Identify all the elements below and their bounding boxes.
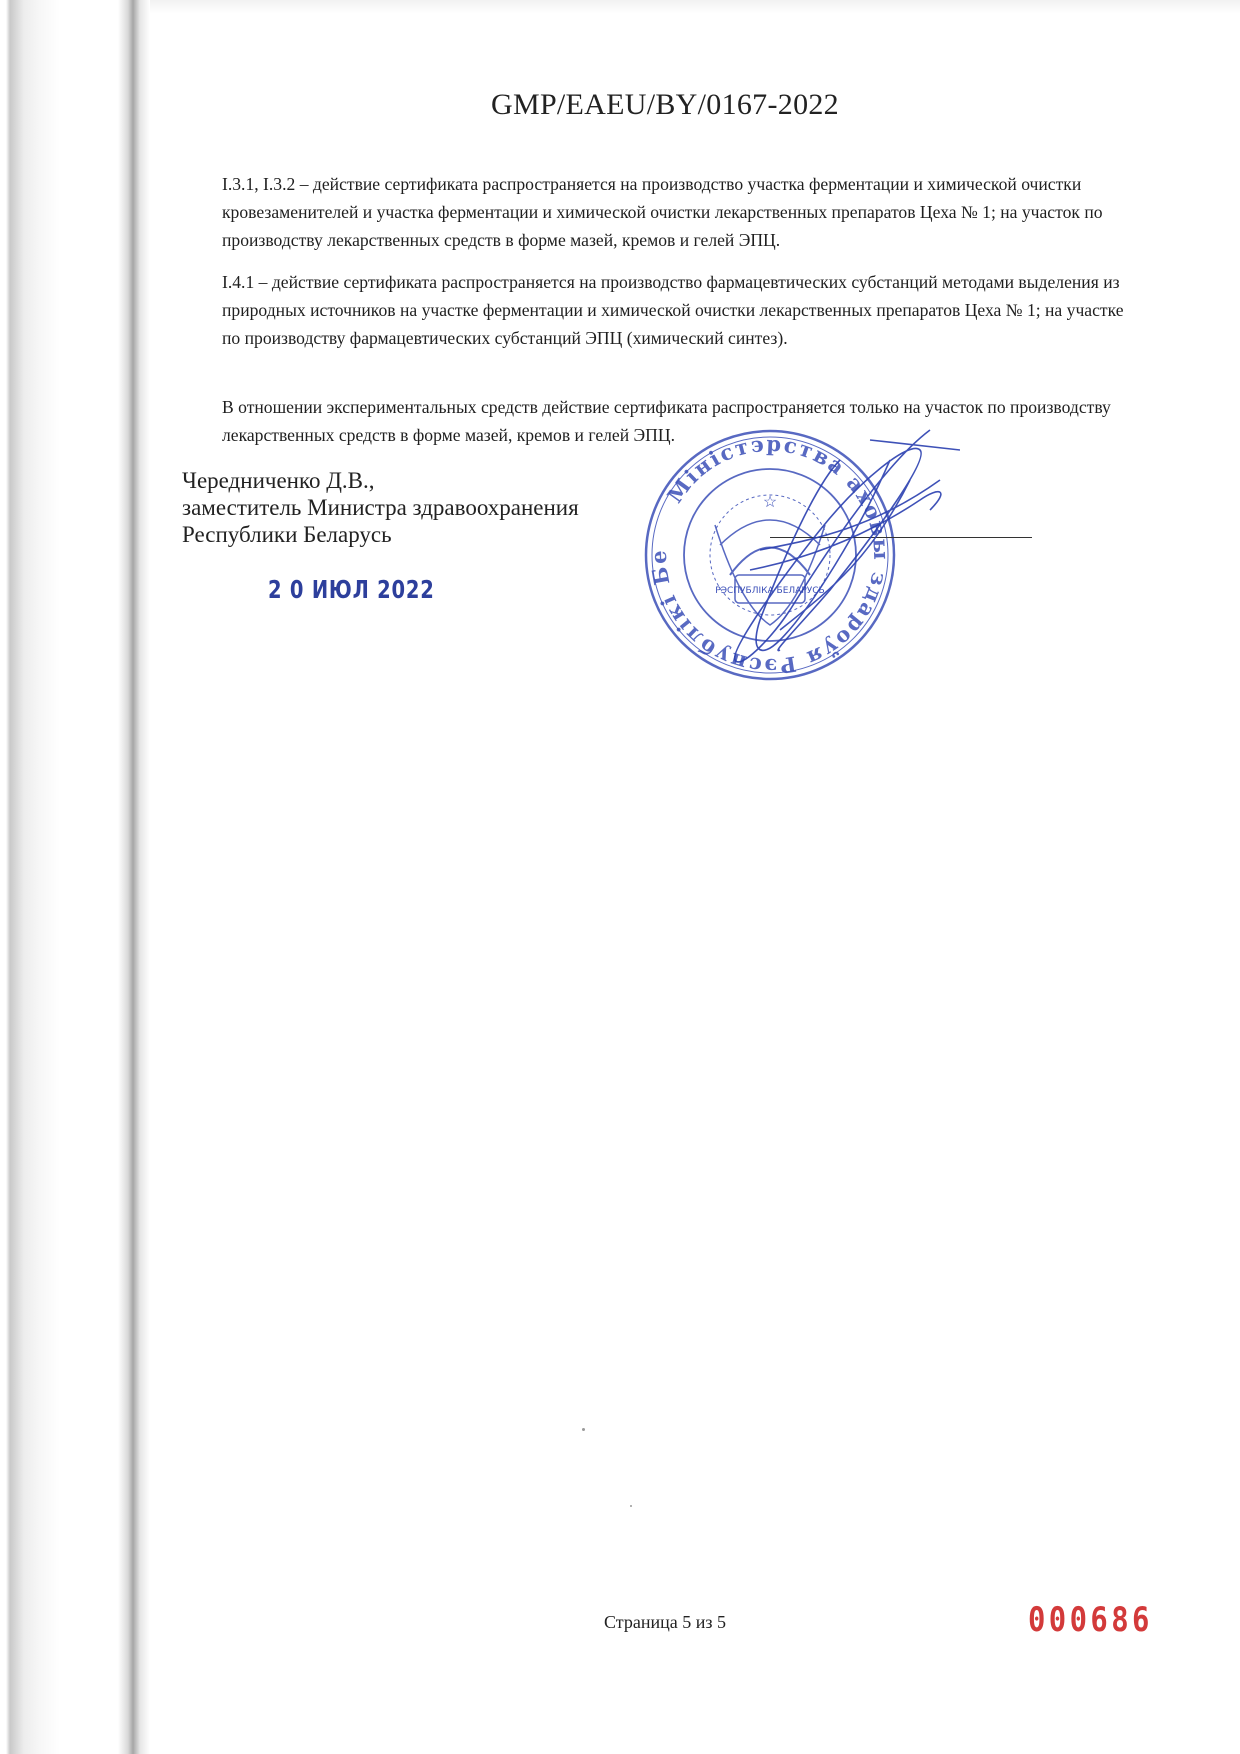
- handwritten-signature: [720, 420, 960, 680]
- scan-edge-shadow: [0, 0, 150, 1754]
- signatory-block: [182, 467, 579, 548]
- paragraph-scope-1: I.3.1, I.3.2 – действие сертификата распространяется на производство участка ферментации и химической очистки кровезаменителей и участка ферментации и химической очистки лекарственных препаратов Цеха № 1; на участок по производству лекарственных средств в форме мазей, кремов и гелей ЭПЦ.: [222, 174, 1103, 250]
- scan-top-shadow: [150, 0, 1240, 14]
- star-icon: ☆: [762, 494, 778, 511]
- seal-text: Міністэрства аховы здароўя Рэспублікі Бе: [645, 430, 895, 680]
- scan-speck: [582, 1428, 585, 1431]
- signatory-name: Чередниченко Д.В.,: [182, 468, 375, 493]
- signature-graphic: [720, 420, 960, 680]
- date-stamp: 2 0 ИЮЛ 2022: [268, 575, 435, 604]
- paragraph-experimental: В отношении экспериментальных средств действие сертификата распространяется только на участок по производству лекарственных средств в форме мазей, кремов и гелей ЭПЦ.: [222, 397, 1111, 445]
- signatory-position: заместитель Министра здравоохранения: [182, 495, 579, 520]
- seal-emblem-text: РЭСПУБЛІКА БЕЛАРУСЬ: [715, 586, 825, 596]
- signatory-country: Республики Беларусь: [182, 522, 392, 547]
- page-indicator: Страница 5 из 5: [604, 1612, 726, 1632]
- serial-number: 000686: [1028, 1600, 1153, 1640]
- scan-speck: [630, 1505, 632, 1507]
- certificate-number: GMP/EAEU/BY/0167-2022: [491, 88, 839, 121]
- paragraph-scope-2: I.4.1 – действие сертификата распространяется на производство фармацевтических субстанций методами выделения из природных источников на участке ферментации и химической очистки лекарственных препаратов Цеха № 1; на участке по производству фармацевтических субстанций ЭПЦ (химический синтез).: [222, 272, 1124, 348]
